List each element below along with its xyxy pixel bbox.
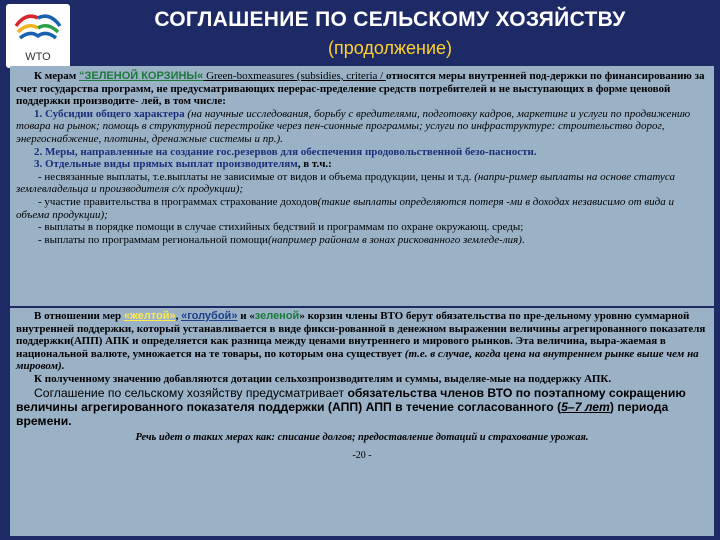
blue-box-term: «голубой»: [181, 310, 238, 322]
conclusion-a: Соглашение по сельскому хозяйству предусматривает: [34, 385, 348, 400]
svg-text:WTO: WTO: [25, 51, 51, 63]
bullet-4-note: (например районам в зонах рискованного земледе-лия): [267, 233, 522, 246]
p1-rest: » корзин члены ВТО берут обязательства по пре-дельному уровню суммарной внутренней поддержки, который устанавливается в виде фикси-рованной в денежном выражении величины агрегированного показателя поддержки(АПП) АПК и определяется как разница между ценами внутреннего и мирового рынков. Эта величина, выра-жаемая в национальной валюте, умножается на те товары, по которым она существует: [16, 310, 706, 360]
item-2: [16, 146, 708, 159]
page-subtitle: (продолжение): [327, 38, 453, 58]
bullet-4-end: .: [521, 233, 525, 246]
intro-paragraph: [16, 70, 708, 108]
item-3: [16, 158, 708, 171]
bullet-1-note: (напри-ример выплаты на основе статуса землевладельца и производителя с/х продукции);: [16, 170, 675, 196]
p1-prefix: В отношении мер: [34, 310, 124, 322]
conclusion-years: 5–7 лет: [561, 399, 610, 414]
green-box-term-2: зеленой: [254, 310, 300, 322]
bullet-2-text: - участие правительства в программах страхование доходов: [38, 195, 318, 208]
bullet-3-text: - выплаты в порядке помощи в случае стихийных бедствий и программам по охране окружающ. среды;: [38, 221, 524, 234]
conclusion-c: ) периода времени.: [16, 399, 669, 428]
item-3-label: 3. Отдельные виды прямых выплат производителям: [34, 158, 298, 171]
green-box-en: Green-boxmeasures (subsidies, criteria /: [203, 70, 386, 82]
wto-logo: [6, 4, 70, 68]
conclusion-b: обязательства членов ВТО по поэтапному сокращению величины агрегированного показателя поддержки (АПП) АПП в течение согласованного (: [16, 385, 686, 414]
bullet-4-text: - выплаты по программам региональной помощи: [38, 233, 268, 246]
measures-note: Речь идет о таких мерах как: списание долгов; предоставление дотаций и страхование урожая.: [135, 431, 589, 443]
bullet-2: [16, 196, 708, 221]
bullet-1-text: - несвязанные выплаты, т.е.выплаты не зависимые от видов и объема продукции, цены и т.д.: [38, 170, 475, 183]
item-1: [16, 108, 708, 146]
p1-note: (т.е. в случае, когда цена на внутреннем рынке выше чем на мировом).: [16, 347, 699, 373]
p1-and: и «: [237, 310, 255, 322]
bullet-3: [16, 221, 708, 234]
green-box-term: “ЗЕЛЕНОЙ КОРЗИНЫ«: [78, 70, 204, 82]
intro-rest: относятся меры внутренней под-держки по финансированию за счет государства программ, не предусматривающих перерас-пределение средств потребителей и не выступающих в форме ценовой поддержки производите- лей, в том числе:: [16, 70, 705, 108]
commitments-panel: [10, 308, 714, 536]
yellow-box-term: «желтой»: [123, 310, 176, 322]
subsidies-paragraph: К полученному значению добавляются дотации сельхозпроизводителям и суммы, выделяе-мые на поддержку АПК.: [34, 372, 612, 385]
item-3-suffix: , в т.ч.:: [297, 158, 332, 171]
item-1-label: 1. Субсидии общего характера: [34, 107, 185, 120]
intro-prefix: К мерам: [34, 70, 79, 82]
bullet-1: [16, 171, 708, 196]
bullet-4: [16, 234, 708, 247]
green-box-panel: [10, 66, 714, 306]
item-2-text: 2. Меры, направленные на создание гос.резервов для обеспечения продовольственной безо-пасности.: [34, 145, 537, 158]
page-number: -20 -: [352, 450, 372, 462]
conclusion-paragraph: [16, 386, 708, 428]
bullet-2-note: (такие выплаты определяются потеря -ми в доходах независимо от вида и объема продукции);: [16, 195, 674, 221]
p1-comma: ,: [175, 310, 182, 322]
item-1-text: (на научные исследования, борьбу с вредителями, подготовку кадров, маркетинг и услуги по продвижению товара на рынок; помощь в структурной перестройке через пен-сионные программы; услуги по инфраструктуре: строительство дорог, энергоснабжение, плотины, дренажные системы и пр.).: [16, 107, 691, 145]
page-title: СОГЛАШЕНИЕ ПО СЕЛЬСКОМУ ХОЗЯЙСТВУ: [154, 8, 626, 31]
commitments-paragraph: [16, 310, 708, 373]
